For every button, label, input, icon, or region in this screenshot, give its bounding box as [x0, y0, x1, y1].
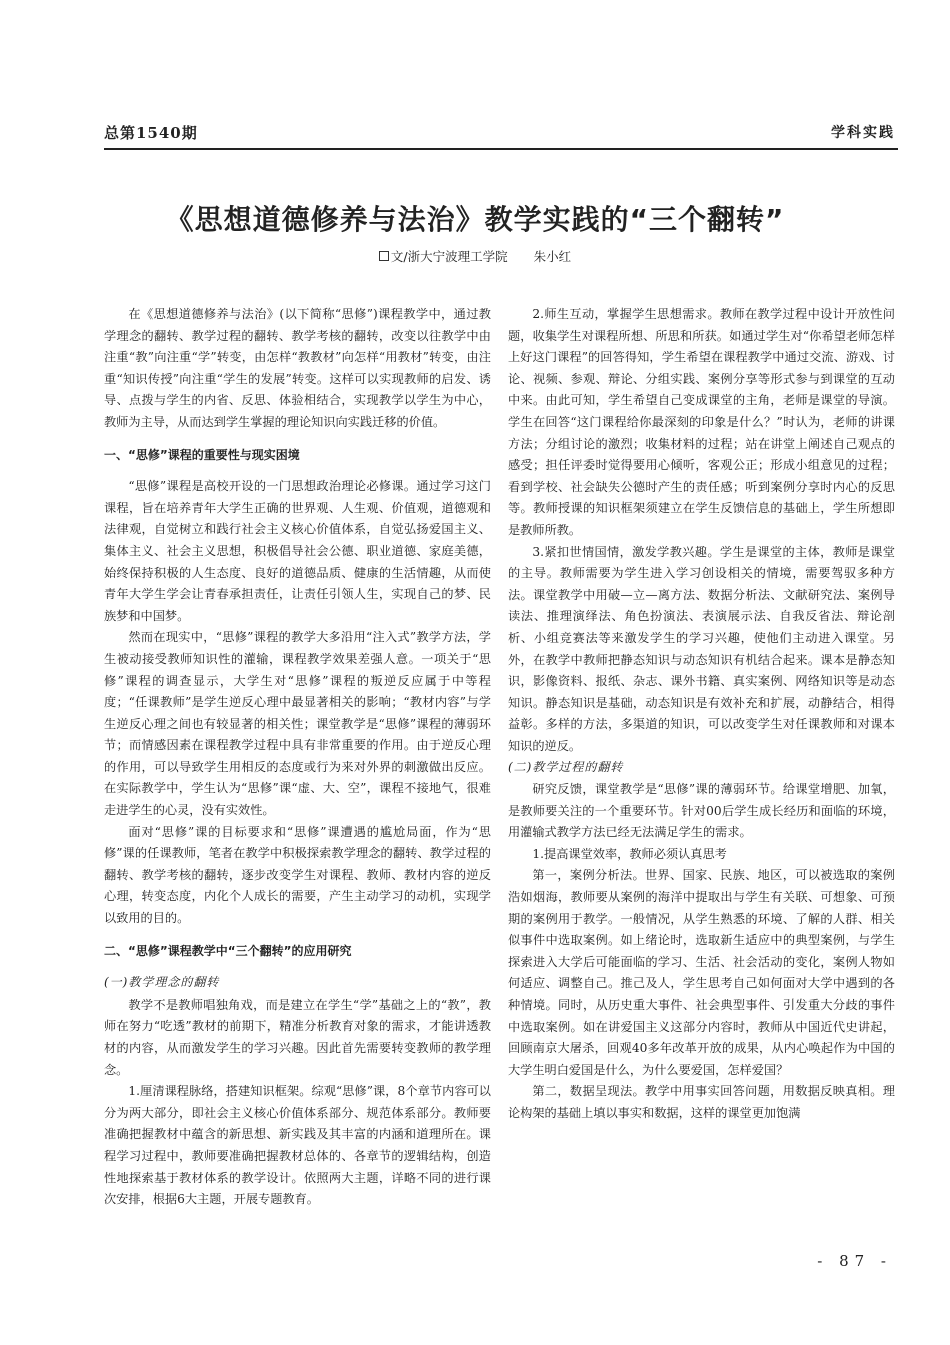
paragraph: 1.提高课堂效率，教师必须认真思考 [532, 846, 727, 861]
intro-paragraph: 在《思想道德修养与法治》(以下简称“思修”)课程教学中，通过教学理念的翻转、教学过程的翻转、教学考核的翻转，改变以往教学中由注重“教”向注重“学”转变，由怎样“教教材”向怎样“用教材”转变，由注重“知识传授”向注重“学生的发展”转变。这样可以实现教师的启发、诱导、点拨与学生的内省、反思、体验相结合，实现教学以学生为中心，教师为主导，从而达到学生掌握的理论知识向实践迁移的价值。 [104, 307, 491, 429]
right-column [508, 304, 895, 1125]
paragraph: 研究反馈，课堂教学是“思修”课的薄弱环节。给课堂增肥、加氧，是教师要关注的一个重要环节。针对00后学生成长经历和面临的环境，用灌输式教学方法已经无法满足学生的需求。 [508, 782, 895, 840]
square-icon [379, 251, 389, 261]
left-column [104, 304, 491, 1211]
section-heading-2: 二、“思修”课程教学中“三个翻转”的应用研究 [104, 943, 352, 958]
paragraph: “思修”课程是高校开设的一门思想政治理论必修课。通过学习这门课程，旨在培养青年大学生正确的世界观、人生观、价值观，道德观和法律观，自觉树立和践行社会主义核心价值体系，自觉弘扬爱国主义、集体主义、社会主义思想，积极倡导社会公德、职业道德、家庭美德，始终保持积极的人生态度、良好的道德品质、健康的生活情趣，从而使青年大学生学会让青春承担责任，让责任引领人生，实现自己的梦、民族梦和中国梦。 [104, 479, 491, 623]
paragraph: 面对“思修”课的目标要求和“思修”课遭遇的尴尬局面，作为“思修”课的任课教师，笔者在教学中积极探索教学理念的翻转、教学过程的翻转、教学考核的翻转，逐步改变学生对课程、教师、教材内容的逆反心理，转变态度，内化个人成长的需要，产生主动学习的动机，实现学以致用的目的。 [104, 824, 491, 926]
journal-issue: 总第1540期 [104, 124, 198, 142]
paragraph: 3.紧扣世情国情，激发学教兴趣。学生是课堂的主体，教师是课堂的主导。教师需要为学生进入学习创设相关的情境，需要驾驭多种方法。课堂教学中用破—立—离方法、数据分析法、文献研究法、案例导读法、推理演绎法、角色扮演法、表演展示法、自我反省法、辩论剖析、小组竞赛法等来激发学生的学习兴趣，使他们主动进入课堂。另外，在教学中教师把静态知识与动态知识有机结合起来。课本是静态知识，影像资料、报纸、杂志、课外书籍、真实案例、网络知识等是动态知识。静态知识是基础，动态知识是有效补充和扩展，动静结合，相得益彰。多样的方法，多渠道的知识，可以改变学生对任课教师和对课本知识的逆反。 [508, 544, 895, 753]
article-title: 《思想道德修养与法治》教学实践的“三个翻转” [165, 203, 785, 236]
journal-section: 学科实践 [831, 125, 895, 141]
header-divider [104, 148, 898, 150]
paragraph: 然而在现实中，“思修”课程的教学大多沿用“注入式”教学方法，学生被动接受教师知识性的灌输，课程教学效果差强人意。一项关于“思修”课程的调查显示，大学生对“思修”课程的叛逆反应属于中等程度；“任课教师”是学生逆反心理中最显著相关的影响；“教材内容”与学生逆反心理之间也有较显著的相关性；课堂教学是“思修”课程的薄弱环节；而情感因素在课程教学过程中具有非常重要的作用。由于逆反心理的作用，可以导致学生用相反的态度或行为来对外界的刺激做出反应。在实际教学中，学生认为“思修”课“虚、大、空”，课程不接地气，很难走进学生的心灵，没有实效性。 [104, 630, 491, 818]
subsection-heading-2: (二)教学过程的翻转 [508, 760, 624, 775]
byline [0, 247, 950, 265]
paragraph: 第二，数据呈现法。教学中用事实回答问题，用数据反映真相。理论构架的基础上填以事实和数据，这样的课堂更加饱满 [508, 1084, 895, 1120]
author-name: 朱小红 [533, 249, 572, 264]
subsection-heading-1: (一)教学理念的翻转 [104, 975, 220, 990]
paragraph: 1.厘清课程脉络，搭建知识框架。综观“思修”课，8个章节内容可以分为两大部分，即社会主义核心价值体系部分、规范体系部分。教师要准确把握教材中蕴含的新思想、新实践及其丰富的内涵和道理所在。课程学习过程中，教师要准确把握教材总体的、各章节的逻辑结构，创造性地探索基于教材体系的教学设计。依照两大主题，详略不同的进行课次安排，根据6大主题，开展专题教育。 [104, 1084, 491, 1207]
author-affiliation: 文/浙大宁波理工学院 [390, 249, 508, 264]
section-heading-1: 一、“思修”课程的重要性与现实困境 [104, 447, 300, 462]
page-number: - 87 - [817, 1252, 892, 1270]
paragraph: 第一，案例分析法。世界、国家、民族、地区，可以被选取的案例浩如烟海，教师要从案例的海洋中提取出与学生有关联、可想象、可预期的案例用于教学。一般情况，从学生熟悉的环境、了解的人群、相关似事件中选取案例。如上绪论时，选取新生适应中的典型案例，与学生探索进入大学后可能面临的学习、生活、社会活动的变化，案例人物如何适应、调整自己。推己及人，学生思考自己如何面对大学中遇到的各种情境。同时，从历史重大事件、社会典型事件、引发重大分歧的事件中选取案例。如在讲爱国主义这部分内容时，教师从中国近代史讲起，回顾南京大屠杀，回观40多年改革开放的成果，从内心唤起作为中国的大学生明白爱国是什么，为什么要爱国，怎样爱国？ [508, 868, 895, 1077]
paragraph: 教学不是教师唱独角戏，而是建立在学生“学”基础之上的“教”，教师在努力“吃透”教材的前期下，精准分析教育对象的需求，才能讲透教材的内容，从而激发学生的学习兴趣。因此首先需要转变教师的教学理念。 [104, 997, 491, 1077]
paragraph: 2.师生互动，掌握学生思想需求。教师在教学过程中设计开放性问题，收集学生对课程所想、所思和所获。如通过学生对“你希望老师怎样上好这门课程”的回答得知，学生希望在课程教学中通过交流、游戏、讨论、视频、参观、辩论、分组实践、案例分享等形式参与到课堂的互动中来。由此可知，学生希望自己变成课堂的主角，老师是课堂的导演。学生在回答“这门课程给你最深刻的印象是什么？”时认为，老师的讲课方法；分组讨论的激烈；收集材料的过程；站在讲堂上阐述自己观点的感受；担任评委时觉得要用心倾听，客观公正；形成小组意见的过程；看到学校、社会缺失公德时产生的责任感；听到案例分享时内心的反思等。教师授课的知识框架须建立在学生反馈信息的基础上，学生所想即是教师所教。 [508, 307, 895, 537]
